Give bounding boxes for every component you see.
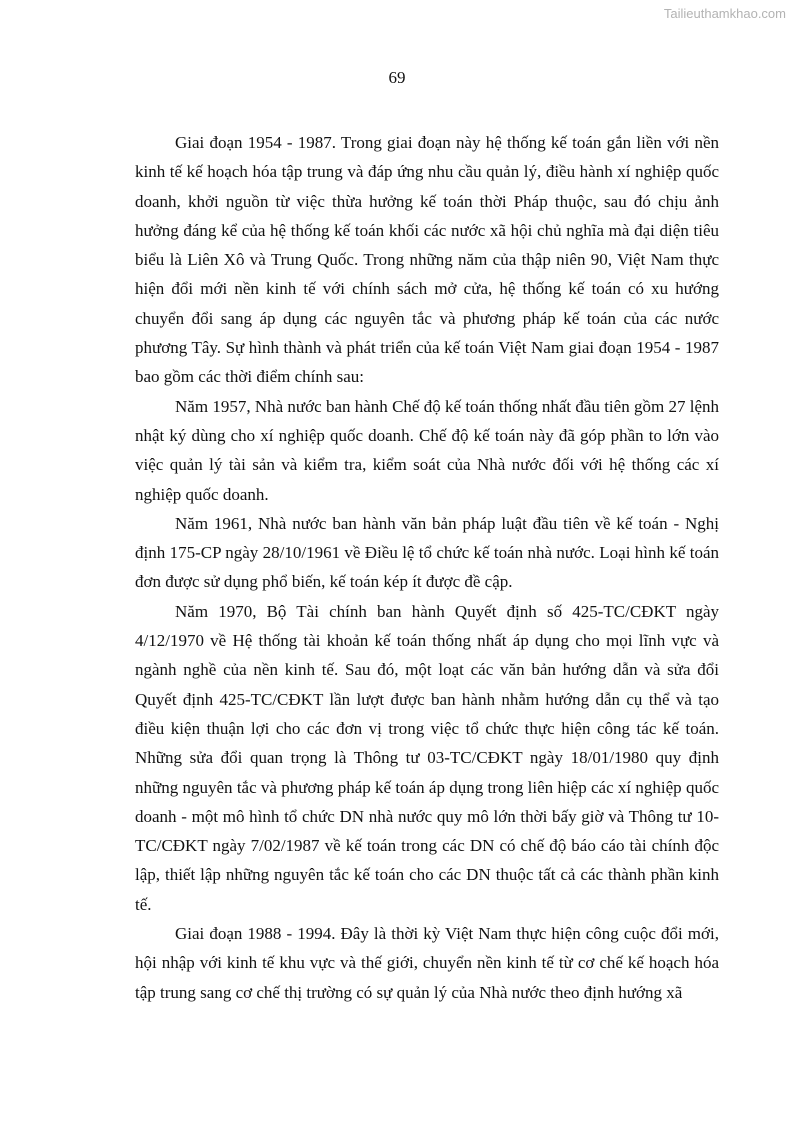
page-number: 69 <box>388 68 406 87</box>
paragraph: Năm 1961, Nhà nước ban hành văn bản pháp luật đầu tiên về kế toán - Nghị định 175-CP ngày 28/10/1961 về Điều lệ tổ chức kế toán nhà nước. Loại hình kế toán đơn được sử dụng phổ biến, kế toán kép ít được đề cập. <box>135 513 719 592</box>
watermark-text: Tailieuthamkhao.com <box>663 6 786 21</box>
paragraph: Năm 1957, Nhà nước ban hành Chế độ kế toán thống nhất đầu tiên gồm 27 lệnh nhật ký dùng cho xí nghiệp quốc doanh. Chế độ kế toán này đã góp phần to lớn vào việc quản lý tài sản và kiểm tra, kiểm soát của Nhà nước đối với hệ thống các xí nghiệp quốc doanh. <box>135 396 719 504</box>
paragraph: Năm 1970, Bộ Tài chính ban hành Quyết định số 425-TC/CĐKT ngày 4/12/1970 về Hệ thống tài khoản kế toán thống nhất áp dụng cho mọi lĩnh vực và ngành nghề của nền kinh tế. Sau đó, một loạt các văn bản hướng dẫn và sửa đổi Quyết định 425-TC/CĐKT lần lượt được ban hành nhằm hướng dẫn cụ thể và tạo điều kiện thuận lợi cho các đơn vị trong việc tổ chức thực hiện công tác kế toán. Những sửa đổi quan trọng là Thông tư 03-TC/CĐKT ngày 18/01/1980 quy định những nguyên tắc và phương pháp kế toán áp dụng trong liên hiệp các xí nghiệp quốc doanh - một mô hình tổ chức DN nhà nước quy mô lớn thời bấy giờ và Thông tư 10-TC/CĐKT ngày 7/02/1987 về kế toán trong các DN có chế độ báo cáo tài chính độc lập, thiết lập những nguyên tắc kế toán cho các DN thuộc tất cả các thành phần kinh tế. <box>135 601 719 914</box>
paragraph: Giai đoạn 1988 - 1994. Đây là thời kỳ Việt Nam thực hiện công cuộc đổi mới, hội nhập với kinh tế khu vực và thế giới, chuyển nền kinh tế từ cơ chế kế hoạch hóa tập trung sang cơ chế thị trường có sự quản lý của Nhà nước theo định hướng xã <box>135 924 719 1002</box>
paragraph: Giai đoạn 1954 - 1987. Trong giai đoạn này hệ thống kế toán gắn liền với nền kinh tế kế hoạch hóa tập trung và đáp ứng nhu cầu quản lý, điều hành xí nghiệp quốc doanh, khởi nguồn từ việc thừa hưởng kế toán thời Pháp thuộc, sau đó chịu ảnh hưởng đáng kể của hệ thống kế toán khối các nước xã hội chủ nghĩa mà đại diện tiêu biểu là Liên Xô và Trung Quốc. Trong những năm của thập niên 90, Việt Nam thực hiện đổi mới nền kinh tế với chính sách mở cửa, hệ thống kế toán có xu hướng chuyển đổi sang áp dụng các nguyên tắc và phương pháp kế toán của các nước phương Tây. Sự hình thành và phát triển của kế toán Việt Nam giai đoạn 1954 - 1987 bao gồm các thời điểm chính sau: <box>135 133 719 387</box>
document-body <box>135 128 719 1007</box>
